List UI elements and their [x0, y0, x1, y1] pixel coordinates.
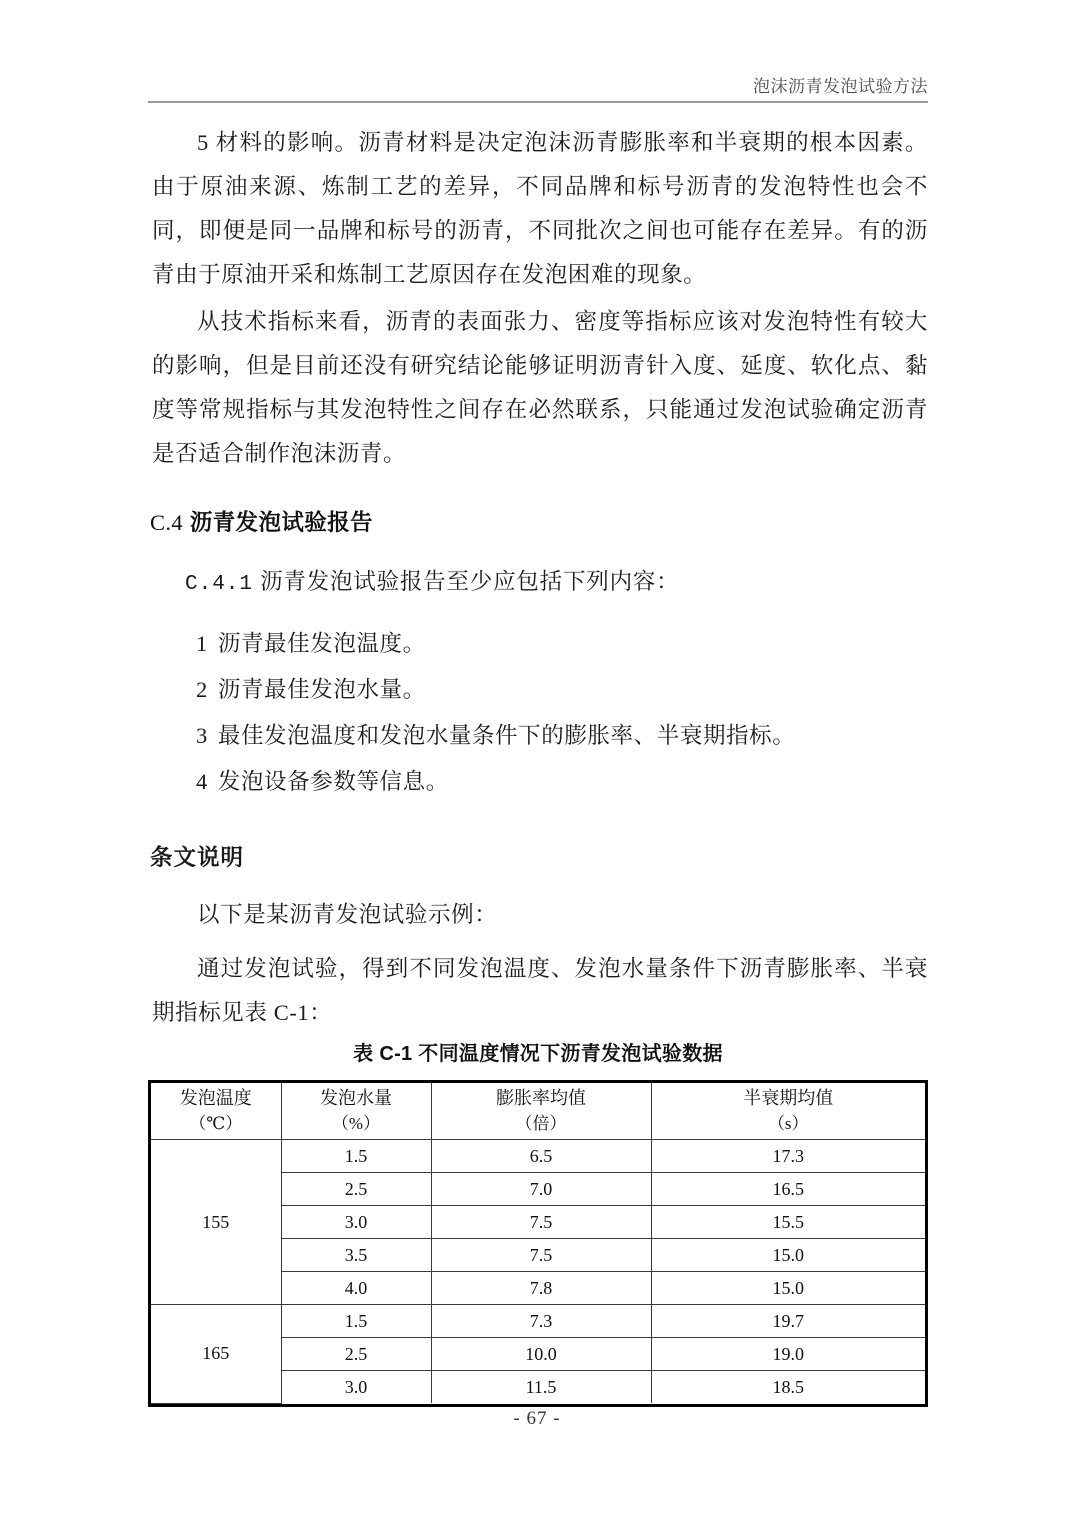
section-heading-c4 [150, 505, 373, 537]
table-row [151, 1305, 925, 1338]
cell-water: 2.5 [281, 1338, 431, 1371]
column-header-name: 发泡水量 [320, 1088, 392, 1108]
explanation-heading: 条文说明 [150, 845, 245, 870]
cell-water: 2.5 [281, 1173, 431, 1206]
list-item-index: 2 [196, 677, 208, 702]
body-paragraph: 5 材料的影响。沥青材料是决定泡沫沥青膨胀率和半衰期的根本因素。由于原油来源、炼制工艺的差异，不同品牌和标号沥青的发泡特性也会不同，即便是同一品牌和标号的沥青，不同批次之间也可能存在差异。有的沥青由于原油开采和炼制工艺原因存在发泡困难的现象。 [152, 130, 928, 287]
column-header-name: 半衰期均值 [743, 1088, 834, 1108]
table-row [151, 1140, 925, 1173]
cell-expansion: 7.5 [431, 1239, 651, 1272]
list-item [196, 672, 426, 704]
body-paragraph: 从技术指标来看，沥青的表面张力、密度等指标应该对发泡特性有较大的影响，但是目前还没有研究结论能够证明沥青针入度、延度、软化点、黏度等常规指标与其发泡特性之间存在必然联系，只能通过发泡试验确定沥青是否适合制作泡沫沥青。 [152, 309, 928, 466]
list-item [196, 764, 449, 796]
cell-water: 1.5 [281, 1140, 431, 1173]
cell-water: 4.0 [281, 1272, 431, 1305]
cell-temperature: 155 [151, 1140, 281, 1305]
cell-half-life: 17.3 [651, 1140, 925, 1173]
list-item-label: 最佳发泡温度和发泡水量条件下的膨胀率、半衰期指标。 [217, 723, 796, 748]
cell-water: 3.0 [281, 1206, 431, 1239]
data-table-container [148, 1080, 928, 1407]
running-header-title: 泡沫沥青发泡试验方法 [753, 77, 928, 96]
explanation-paragraph: 通过发泡试验，得到不同发泡温度、发泡水量条件下沥青膨胀率、半衰期指标见表 C-1： [152, 956, 928, 1025]
paragraph-block-1 [152, 121, 928, 297]
cell-half-life: 15.0 [651, 1272, 925, 1305]
list-item [196, 626, 426, 658]
cell-half-life: 18.5 [651, 1371, 925, 1404]
header-divider-rule [148, 101, 928, 103]
column-header-name: 膨胀率均值 [496, 1088, 586, 1108]
paragraph-block-2 [152, 300, 928, 476]
section-title: 沥青发泡试验报告 [189, 510, 373, 535]
table-header-row [151, 1083, 925, 1140]
column-header-temperature [151, 1083, 281, 1140]
page-number-footer: - 67 - [513, 1408, 561, 1429]
column-header-water [281, 1083, 431, 1140]
column-header-unit: （s） [767, 1114, 809, 1133]
cell-water: 3.5 [281, 1239, 431, 1272]
column-header-unit: （℃） [189, 1114, 243, 1133]
list-item-label: 沥青最佳发泡水量。 [217, 677, 426, 702]
cell-water: 3.0 [281, 1371, 431, 1404]
cell-half-life: 15.0 [651, 1239, 925, 1272]
list-item [196, 718, 795, 750]
cell-half-life: 19.7 [651, 1305, 925, 1338]
section-number: C.4 [150, 510, 184, 535]
column-header-unit: （%） [331, 1114, 381, 1133]
list-item-label: 发泡设备参数等信息。 [217, 769, 449, 794]
list-item-index: 4 [196, 769, 208, 794]
column-header-expansion [431, 1083, 651, 1140]
clause-number: C.4.1 [185, 573, 254, 596]
clause-c41 [185, 564, 679, 596]
column-header-name: 发泡温度 [179, 1088, 252, 1108]
column-header-unit: （倍） [515, 1114, 567, 1133]
column-header-half-life [651, 1083, 925, 1140]
cell-expansion: 7.0 [431, 1173, 651, 1206]
clause-text: 沥青发泡试验报告至少应包括下列内容： [260, 569, 680, 594]
cell-expansion: 7.8 [431, 1272, 651, 1305]
table-caption: 表 C-1 不同温度情况下沥青发泡试验数据 [353, 1043, 723, 1065]
list-item-index: 1 [196, 631, 208, 656]
list-item-index: 3 [196, 723, 208, 748]
cell-temperature: 165 [151, 1305, 281, 1404]
cell-half-life: 15.5 [651, 1206, 925, 1239]
cell-expansion: 7.3 [431, 1305, 651, 1338]
cell-water: 1.5 [281, 1305, 431, 1338]
foaming-test-data-table [151, 1083, 925, 1404]
cell-expansion: 7.5 [431, 1206, 651, 1239]
cell-expansion: 6.5 [431, 1140, 651, 1173]
explanation-paragraph: 以下是某沥青发泡试验示例： [197, 902, 498, 927]
cell-expansion: 10.0 [431, 1338, 651, 1371]
list-item-label: 沥青最佳发泡温度。 [217, 631, 426, 656]
cell-half-life: 19.0 [651, 1338, 925, 1371]
cell-half-life: 16.5 [651, 1173, 925, 1206]
cell-expansion: 11.5 [431, 1371, 651, 1404]
